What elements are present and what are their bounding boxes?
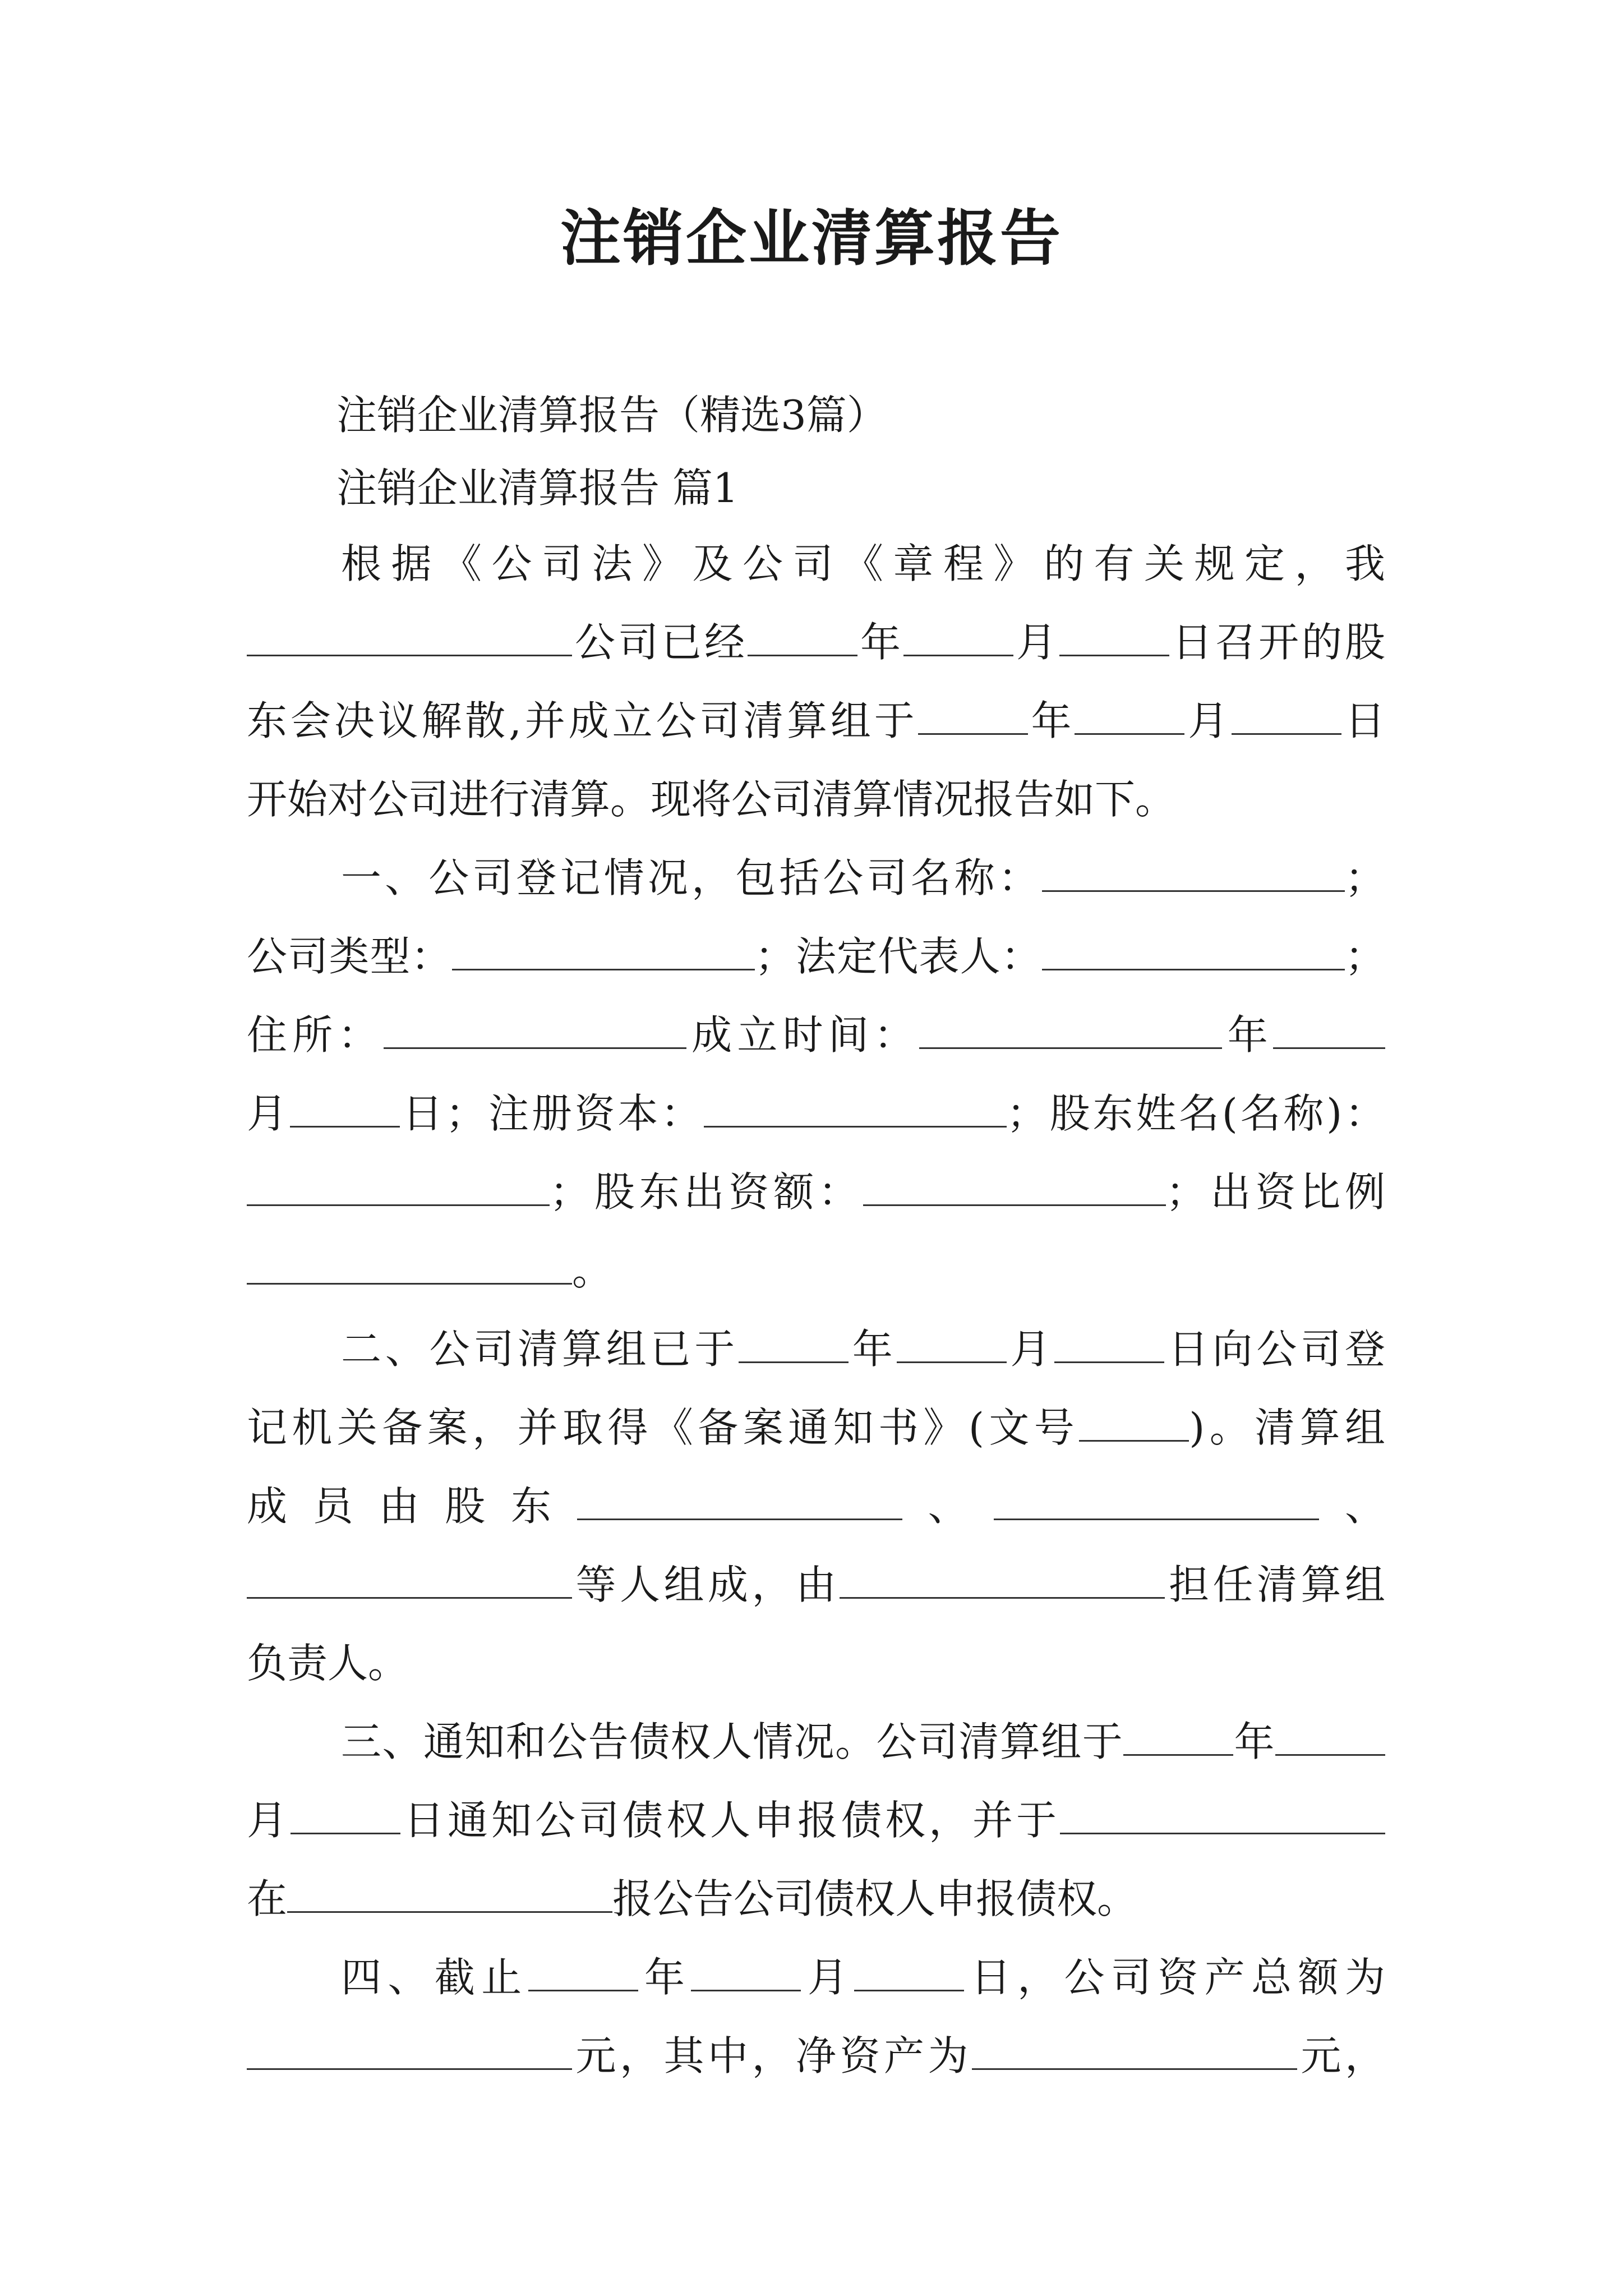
- text-segment: 年: [1233, 1718, 1275, 1765]
- para3-line4: [247, 1545, 1385, 1624]
- text-segment: 一、公司登记情况，包括公司名称：: [341, 854, 1042, 901]
- text-segment: 年: [1027, 697, 1075, 744]
- para2-line1: [341, 839, 1385, 917]
- blank-field: [290, 1091, 400, 1128]
- para1-line3: [247, 682, 1385, 760]
- text-segment: 年: [857, 619, 903, 666]
- text-segment: 根据《公司法》及公司《章程》的有关规定，我: [341, 540, 1385, 587]
- text-segment: 担任清算组: [1165, 1561, 1385, 1608]
- text-segment: 月: [247, 1090, 290, 1137]
- text-segment: 四、截止: [341, 1954, 528, 2001]
- text-segment: 东会决议解散,并成立公司清算组于: [247, 697, 918, 744]
- para1-line2: [247, 603, 1385, 682]
- section-heading: 注销企业清算报告 篇1: [336, 464, 739, 512]
- blank-field: [1079, 1405, 1189, 1442]
- text-segment: 月: [247, 1797, 291, 1844]
- text-segment: 日召开的股: [1169, 619, 1385, 666]
- text-segment: 日通知公司债权人申报债权，并于: [400, 1797, 1060, 1844]
- blank-field: [854, 1955, 964, 1991]
- blank-field: [577, 1484, 902, 1520]
- blank-field: [748, 620, 857, 656]
- para4-line1: [341, 1703, 1385, 1781]
- para2-line2: [247, 917, 1385, 996]
- text-segment: ；股东出资额：: [550, 1168, 863, 1216]
- blank-field: [863, 1170, 1166, 1206]
- text-segment: 元，: [1297, 2032, 1385, 2079]
- para2-line4: [247, 1074, 1385, 1153]
- text-segment: 年: [848, 1326, 897, 1373]
- text-segment: 、: [902, 1483, 994, 1530]
- text-segment: 公司已经: [572, 619, 748, 666]
- text-segment: )。清算组: [1189, 1404, 1385, 1451]
- text-segment: ；: [1344, 933, 1385, 980]
- blank-field: [994, 1484, 1319, 1520]
- para3-line1: [341, 1310, 1385, 1388]
- text-segment: 元，其中，净资产为: [572, 2032, 972, 2079]
- blank-field: [247, 1562, 572, 1599]
- blank-field: [247, 620, 572, 656]
- blank-field: [291, 1798, 400, 1834]
- text-segment: 二、公司清算组已于: [341, 1326, 739, 1373]
- blank-field: [1060, 1798, 1385, 1834]
- blank-field: [452, 934, 755, 970]
- text-segment: 成立时间：: [686, 1011, 920, 1059]
- blank-field: [1123, 1719, 1233, 1756]
- blank-field: [972, 2033, 1297, 2070]
- subtitle: 注销企业清算报告（精选3篇）: [336, 392, 887, 439]
- text-segment: ；出资比例: [1165, 1168, 1385, 1216]
- blank-field: [918, 698, 1028, 735]
- text-segment: 日: [1341, 697, 1385, 744]
- para2-line6: [247, 1231, 1385, 1310]
- blank-field: [247, 2033, 572, 2070]
- text-segment: 、: [1319, 1483, 1385, 1530]
- para4-line2: [247, 1781, 1385, 1860]
- blank-field: [247, 1170, 550, 1206]
- text-segment: 在: [247, 1875, 288, 1922]
- blank-field: [1273, 1013, 1385, 1049]
- text-segment: 日；注册资本：: [399, 1090, 704, 1137]
- text-segment: 等人组成，由: [572, 1561, 840, 1608]
- blank-field: [903, 620, 1013, 656]
- text-segment: 月: [1184, 697, 1232, 744]
- text-segment: 日，公司资产总额为: [964, 1954, 1385, 2001]
- text-segment: 。: [572, 1247, 613, 1294]
- blank-field: [1042, 855, 1345, 892]
- blank-field: [247, 1248, 572, 1285]
- para4-line3: [247, 1860, 1385, 1938]
- blank-field: [897, 1327, 1007, 1363]
- text-segment: ；: [1344, 854, 1385, 901]
- para3-line3: [247, 1467, 1385, 1545]
- text-segment: ；股东姓名(名称)：: [1006, 1090, 1385, 1137]
- blank-field: [1232, 698, 1341, 735]
- text-segment: 成员由股东: [247, 1483, 577, 1530]
- para2-line5: [247, 1153, 1385, 1231]
- text-segment: 记机关备案，并取得《备案通知书》(文号: [247, 1404, 1080, 1451]
- blank-field: [287, 1876, 612, 1913]
- text-segment: 月: [1013, 619, 1059, 666]
- text-segment: 负责人。: [247, 1640, 409, 1687]
- text-segment: 住所：: [247, 1011, 384, 1059]
- blank-field: [691, 1955, 801, 1991]
- blank-field: [919, 1013, 1222, 1049]
- blank-field: [704, 1091, 1007, 1128]
- blank-field: [840, 1562, 1165, 1599]
- text-segment: ；法定代表人：: [754, 933, 1042, 980]
- blank-field: [1075, 698, 1184, 735]
- para5-line1: [341, 1938, 1385, 2017]
- text-segment: 日向公司登: [1164, 1326, 1385, 1373]
- text-segment: 公司类型：: [247, 933, 452, 980]
- blank-field: [1275, 1719, 1385, 1756]
- text-segment: 报公告公司债权人申报债权。: [612, 1875, 1138, 1922]
- para1-line4: [247, 760, 1385, 839]
- blank-field: [1054, 1327, 1164, 1363]
- blank-field: [739, 1327, 849, 1363]
- text-segment: 年: [638, 1954, 691, 2001]
- document-title: 注销企业清算报告: [560, 203, 1063, 274]
- text-segment: 三、通知和公告债权人情况。公司清算组于: [341, 1718, 1124, 1765]
- para3-line2: [247, 1388, 1385, 1467]
- blank-field: [1059, 620, 1169, 656]
- para2-line3: [247, 996, 1385, 1074]
- para5-line2: [247, 2017, 1385, 2095]
- text-segment: 开始对公司进行清算。现将公司清算情况报告如下。: [247, 776, 1176, 823]
- blank-field: [1042, 934, 1345, 970]
- para3-line5: [247, 1624, 1385, 1703]
- blank-field: [384, 1013, 686, 1049]
- para1-line1: [341, 524, 1385, 603]
- blank-field: [528, 1955, 638, 1991]
- text-segment: 年: [1222, 1011, 1273, 1059]
- text-segment: 月: [801, 1954, 855, 2001]
- text-segment: 月: [1006, 1326, 1055, 1373]
